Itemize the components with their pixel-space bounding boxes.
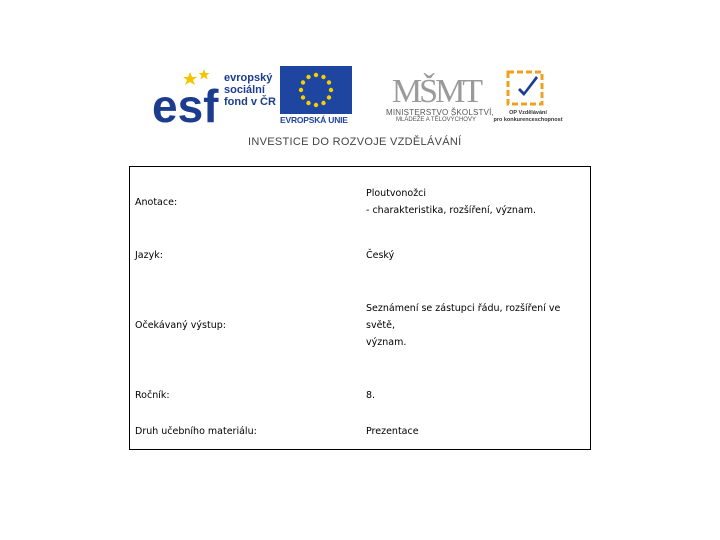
value-line: - charakteristika, rozšíření, význam. <box>366 205 537 217</box>
op-line-1: OP Vzdělávání <box>509 110 547 116</box>
value-line: Prezentace <box>366 425 419 437</box>
esf-line-3: fond v ČR <box>224 96 276 108</box>
msmt-line-1: MINISTERSTVO ŠKOLSTVÍ, <box>386 108 494 117</box>
table-row <box>130 413 591 449</box>
row-value <box>361 413 591 449</box>
table-row <box>130 378 591 413</box>
table-row <box>130 238 591 273</box>
value-line: Český <box>366 249 395 261</box>
msmt-line-2: MLÁDEŽE A TĚLOVÝCHOVY <box>396 117 476 123</box>
esf-mark-icon <box>152 66 222 128</box>
info-table <box>129 166 591 450</box>
msmt-mark-icon <box>386 64 486 108</box>
value-line: význam. <box>366 337 407 349</box>
tagline: INVESTICE DO ROZVOJE VZDĚLÁVÁNÍ <box>248 136 462 148</box>
row-value <box>361 167 591 238</box>
table-row <box>130 167 591 238</box>
eu-logo <box>280 66 354 128</box>
row-value <box>361 378 591 413</box>
svg-text:esf: esf <box>152 80 219 128</box>
row-label: Očekávaný výstup: <box>135 320 226 332</box>
op-wordmark <box>488 110 568 124</box>
op-line-2: pro konkurenceschopnost <box>493 117 563 123</box>
row-label: Jazyk: <box>135 249 163 261</box>
msmt-wordmark <box>386 108 494 123</box>
esf-line-2: sociální <box>224 84 265 96</box>
eu-wordmark: EVROPSKÁ UNIE <box>280 115 348 125</box>
row-value <box>361 273 591 378</box>
eu-flag-icon <box>280 66 352 114</box>
value-line: Seznámení se zástupci řádu, rozšíření ve světě, <box>366 303 561 332</box>
op-logo <box>488 66 568 130</box>
row-value <box>361 238 591 273</box>
row-label: Ročník: <box>135 390 170 402</box>
svg-text:MŠMT: MŠMT <box>391 73 481 108</box>
row-label: Druh učebního materiálu: <box>135 425 257 437</box>
table-row <box>130 273 591 378</box>
esf-wordmark <box>224 72 276 108</box>
esf-logo <box>152 66 276 128</box>
value-line: Ploutvonožci <box>366 188 427 200</box>
esf-line-1: evropský <box>224 72 273 84</box>
op-mark-icon <box>488 66 568 110</box>
row-label: Anotace: <box>135 196 178 208</box>
msmt-logo <box>386 64 494 130</box>
logo-banner <box>0 0 720 160</box>
value-line: 8. <box>366 390 376 402</box>
